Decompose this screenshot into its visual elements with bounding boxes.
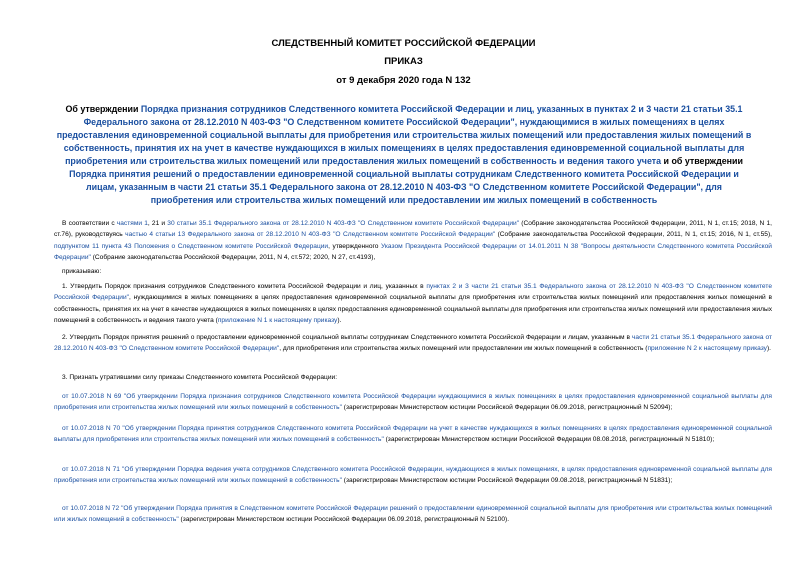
- order-item-1: [54, 281, 772, 326]
- preamble-paragraph: [54, 218, 772, 263]
- repealed-order-registration: (зарегистрирован Министерством юстиции Российской Федерации 06.09.2018, регистрационный N 52100).: [178, 516, 510, 524]
- preamble-text: В соответствии с: [62, 220, 117, 227]
- link-law-points[interactable]: пунктах 2 и 3 части 21 статьи 35.1 Федерального закона от 28.12.2010 N 403-ФЗ "О Следственном комитете Российской Федерации": [54, 283, 772, 302]
- title-prefix: Об утверждении: [65, 104, 141, 114]
- item-text: 1. Утвердить Порядок признания сотрудников Следственного комитета Российской Федерации и лиц, указанных в: [62, 283, 427, 290]
- link-law-article-13[interactable]: частью 4 статьи 13 Федерального закона от 28.12.2010 N 403-ФЗ "О Следственном комитете Российской Федерации": [125, 231, 496, 239]
- document-date-number: от 9 декабря 2020 года N 132: [336, 75, 471, 86]
- item-text: ).: [766, 345, 771, 353]
- title-mid: и об утверждении: [661, 156, 743, 166]
- title-link-procedure-1[interactable]: Порядка признания сотрудников Следственного комитета Российской Федерации и лиц, указанных в пунктах 2 и 3 части 21 статьи 35.1 Федерального закона от 28.12.2010 N 403-ФЗ "О Следственном комитете Российской Федерации", нуждающимися в жилых помещениях в целях предоставления единовременной социальной выплаты для приобретения или строительства жилых помещений или предоставления жилых помещений в собственность, принятия их на учет в качестве нуждающихся в жилых помещениях в целях предоставления единовременной социальной выплаты для приобретения или строительства жилых помещений или предоставления жилых помещений в собственность и ведения такого учета: [56, 104, 752, 166]
- link-appendix-1[interactable]: приложение N 1 к настоящему приказу: [217, 316, 338, 324]
- link-law-parts[interactable]: частями 1: [116, 220, 148, 227]
- issuing-organization: СЛЕДСТВЕННЫЙ КОМИТЕТ РОССИЙСКОЙ ФЕДЕРАЦИИ: [271, 38, 536, 49]
- preamble-text: (Собрание законодательства Российской Федерации, 2011, N 1, ст.15; 2018, N 1, ст.76), руководствуясь: [54, 220, 772, 239]
- item-text: , для приобретения или строительства жилых помещений или предоставлении им жилых помещений в собственность (: [279, 345, 648, 353]
- order-item-2: [54, 332, 772, 355]
- repealed-order-item: [54, 391, 772, 414]
- repealed-order-registration: (зарегистрирован Министерством юстиции Российской Федерации 09.08.2018, регистрационный N 51831);: [341, 477, 673, 485]
- link-repealed-order-69[interactable]: от 10.07.2018 N 69 "Об утверждении Порядка признания сотрудников Следственного комитета Российской Федерации нуждающимися в жилых помещениях в целях предоставления единовременной социальной выплаты для приобретения или строительства жилых помещений или жилых помещений в собственность": [54, 393, 772, 412]
- link-law-article[interactable]: 30 статьи 35.1 Федерального закона от 28.12.2010 N 403-ФЗ "О Следственном комитете Российской Федерации": [167, 220, 520, 227]
- preamble-text: , 21 и: [147, 220, 168, 227]
- order-word: приказываю:: [62, 268, 102, 275]
- repealed-order-item: [54, 423, 772, 446]
- document-type: ПРИКАЗ: [384, 56, 423, 67]
- preamble-text: (Собрание законодательства Российской Федерации, 2011, N 4, ст.572; 2020, N 27, ст.4193),: [90, 253, 376, 261]
- link-law-part-21[interactable]: части 21 статьи 35.1 Федерального закона от 28.12.2010 N 403-ФЗ "О Следственном комитете Российской Федерации": [54, 334, 772, 353]
- preamble-text: (Собрание законодательства Российской Федерации, 2011, N 1, ст.15; 2016, N 1, ст.55),: [495, 231, 772, 239]
- item-text: 2. Утвердить Порядок принятия решений о предоставлении единовременной социальной выплаты сотрудникам Следственного комитета Российской Федерации и лицам, указанным в: [62, 334, 632, 341]
- link-appendix-2[interactable]: приложение N 2 к настоящему приказу: [647, 345, 767, 353]
- repealed-order-item: [54, 503, 772, 526]
- link-repealed-order-70[interactable]: от 10.07.2018 N 70 "Об утверждении Порядка принятия сотрудников Следственного комитета Российской Федерации на учет в качестве нуждающихся в жилых помещениях в целях предоставления единовременной социальной выплаты для приобретения или строительства жилых помещений или жилых помещений в собственность": [54, 425, 772, 444]
- link-repealed-order-71[interactable]: от 10.07.2018 N 71 "Об утверждении Порядка ведения учета сотрудников Следственного комитета Российской Федерации, нуждающихся в жилых помещениях, в целях предоставления единовременной социальной выплаты для приобретения или строительства жилых помещений или жилых помещений в собственность": [54, 466, 772, 485]
- item-text: , нуждающимися в жилых помещениях в целях предоставления единовременной социальной выплаты для приобретения или строительства жилых помещений или предоставления жилых помещений в собственность, принятия их на учет в качестве нуждающихся в жилых помещениях в целях предоставления единовременной социальной выплаты для приобретения или строительства жилых помещений или предоставления жилых помещений в собственность и ведения такого учета (: [54, 294, 772, 324]
- repealed-order-registration: (зарегистрирован Министерством юстиции Российской Федерации 08.08.2018, регистрационный N 51810);: [383, 436, 715, 444]
- preamble-text: , утвержденного: [328, 242, 381, 250]
- repealed-order-registration: (зарегистрирован Министерством юстиции Российской Федерации 06.09.2018, регистрационный N 52094);: [341, 404, 673, 412]
- link-repealed-order-72[interactable]: от 10.07.2018 N 72 "Об утверждении Порядка принятия в Следственном комитете Российской Федерации решений о предоставлении единовременной социальной выплаты для приобретения или строительства жилых помещений или жилых помещений в собственность": [54, 505, 772, 524]
- title-link-procedure-2[interactable]: Порядка принятия решений о предоставлении единовременной социальной выплаты сотрудникам Следственного комитета Российской Федерации и лицам, указанным в части 21 статьи 35.1 Федерального закона от 28.12.2010 N 403-ФЗ "О Следственном комитете Российской Федерации", для приобретения или строительства жилых помещений или предоставлении им жилых помещений в собственность: [69, 169, 739, 205]
- item-text: ).: [337, 316, 342, 324]
- link-presidential-decree[interactable]: Указом Президента Российской Федерации от 14.01.2011 N 38 "Вопросы деятельности Следственного комитета Российской Федерации": [54, 242, 772, 261]
- order-item-3: 3. Признать утратившими силу приказы Следственного комитета Российской Федерации:: [62, 374, 338, 381]
- repealed-order-item: [54, 464, 772, 487]
- link-regulation[interactable]: подпунктом 11 пункта 43 Положения о Следственном комитете Российской Федерации: [54, 242, 329, 250]
- document-title: [54, 103, 754, 207]
